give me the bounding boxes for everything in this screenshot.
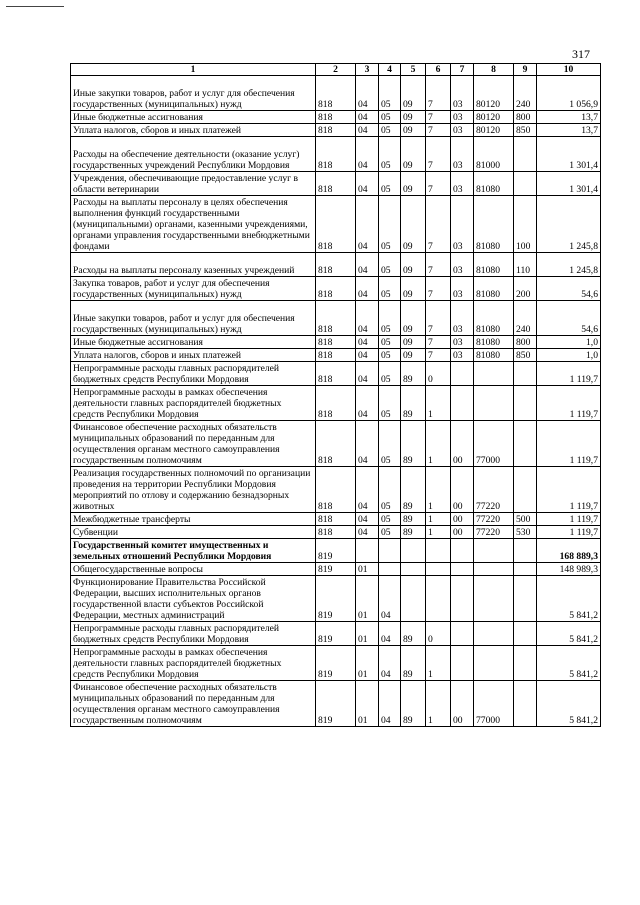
code-cell: 7 bbox=[426, 124, 451, 137]
code-cell bbox=[514, 386, 537, 421]
row-name-cell: Уплата налогов, сборов и иных платежей bbox=[71, 124, 316, 137]
code-cell: 81080 bbox=[474, 277, 514, 301]
code-cell: 818 bbox=[316, 513, 356, 526]
code-cell bbox=[514, 576, 537, 622]
code-cell: 09 bbox=[401, 277, 426, 301]
code-cell: 800 bbox=[514, 111, 537, 124]
code-cell: 05 bbox=[379, 137, 401, 172]
code-cell: 819 bbox=[316, 563, 356, 576]
code-cell: 01 bbox=[356, 563, 379, 576]
amount-cell: 13,7 bbox=[537, 124, 601, 137]
code-cell: 04 bbox=[356, 111, 379, 124]
code-cell: 819 bbox=[316, 622, 356, 646]
code-cell: 818 bbox=[316, 386, 356, 421]
table-row bbox=[71, 622, 601, 646]
code-cell bbox=[379, 539, 401, 563]
code-cell: 77220 bbox=[474, 467, 514, 513]
amount-cell: 5 841,2 bbox=[537, 646, 601, 681]
code-cell: 05 bbox=[379, 124, 401, 137]
code-cell: 05 bbox=[379, 111, 401, 124]
code-cell: 03 bbox=[451, 172, 474, 196]
code-cell: 77220 bbox=[474, 513, 514, 526]
code-cell bbox=[451, 646, 474, 681]
code-cell: 77000 bbox=[474, 421, 514, 467]
table-row bbox=[71, 336, 601, 349]
code-cell: 09 bbox=[401, 349, 426, 362]
code-cell: 500 bbox=[514, 513, 537, 526]
row-name-cell: Субвенции bbox=[71, 526, 316, 539]
amount-cell: 54,6 bbox=[537, 277, 601, 301]
amount-cell: 5 841,2 bbox=[537, 576, 601, 622]
code-cell bbox=[514, 539, 537, 563]
amount-cell: 148 989,3 bbox=[537, 563, 601, 576]
code-cell: 100 bbox=[514, 196, 537, 253]
code-cell: 04 bbox=[379, 622, 401, 646]
amount-cell: 1 119,7 bbox=[537, 513, 601, 526]
code-cell: 81080 bbox=[474, 172, 514, 196]
row-name-cell: Непрограммные расходы главных распорядителей бюджетных средств Республики Мордовия bbox=[71, 362, 316, 386]
row-name-cell: Финансовое обеспечение расходных обязательств муниципальных образований по переданным для осуществления органам местного самоуправления государственным полномочиям bbox=[71, 421, 316, 467]
code-cell: 05 bbox=[379, 421, 401, 467]
code-cell: 0 bbox=[426, 622, 451, 646]
code-cell: 09 bbox=[401, 124, 426, 137]
code-cell: 1 bbox=[426, 467, 451, 513]
code-cell: 00 bbox=[451, 681, 474, 727]
amount-cell: 5 841,2 bbox=[537, 622, 601, 646]
header-cell: 5 bbox=[401, 64, 426, 76]
amount-cell: 54,6 bbox=[537, 301, 601, 336]
table-row bbox=[71, 137, 601, 172]
code-cell: 00 bbox=[451, 467, 474, 513]
code-cell: 818 bbox=[316, 336, 356, 349]
code-cell: 04 bbox=[356, 76, 379, 111]
code-cell bbox=[451, 362, 474, 386]
table-row bbox=[71, 253, 601, 277]
row-name-cell: Иные закупки товаров, работ и услуг для обеспечения государственных (муниципальных) нужд bbox=[71, 301, 316, 336]
code-cell: 04 bbox=[379, 576, 401, 622]
code-cell: 04 bbox=[356, 349, 379, 362]
row-name-cell: Непрограммные расходы главных распорядителей бюджетных средств Республики Мордовия bbox=[71, 622, 316, 646]
amount-cell: 1,0 bbox=[537, 336, 601, 349]
header-cell: 1 bbox=[71, 64, 316, 76]
code-cell: 800 bbox=[514, 336, 537, 349]
code-cell: 80120 bbox=[474, 124, 514, 137]
code-cell: 04 bbox=[356, 467, 379, 513]
table-row bbox=[71, 526, 601, 539]
code-cell: 05 bbox=[379, 76, 401, 111]
code-cell: 81080 bbox=[474, 349, 514, 362]
table-row bbox=[71, 386, 601, 421]
code-cell: 850 bbox=[514, 124, 537, 137]
header-cell: 10 bbox=[537, 64, 601, 76]
row-name-cell: Непрограммные расходы в рамках обеспечения деятельности главных распорядителей бюджетных средств Республики Мордовия bbox=[71, 646, 316, 681]
code-cell: 1 bbox=[426, 421, 451, 467]
code-cell: 89 bbox=[401, 646, 426, 681]
table-row bbox=[71, 111, 601, 124]
code-cell: 04 bbox=[356, 124, 379, 137]
amount-cell: 1 119,7 bbox=[537, 386, 601, 421]
code-cell: 89 bbox=[401, 386, 426, 421]
code-cell bbox=[474, 539, 514, 563]
row-name-cell: Межбюджетные трансферты bbox=[71, 513, 316, 526]
page-number: 317 bbox=[572, 47, 590, 61]
code-cell: 77220 bbox=[474, 526, 514, 539]
code-cell: 04 bbox=[379, 646, 401, 681]
code-cell bbox=[514, 681, 537, 727]
table-row bbox=[71, 539, 601, 563]
code-cell: 1 bbox=[426, 386, 451, 421]
code-cell: 00 bbox=[451, 513, 474, 526]
code-cell: 04 bbox=[356, 421, 379, 467]
code-cell: 04 bbox=[356, 172, 379, 196]
code-cell: 81000 bbox=[474, 137, 514, 172]
code-cell: 818 bbox=[316, 172, 356, 196]
code-cell bbox=[451, 563, 474, 576]
code-cell: 05 bbox=[379, 277, 401, 301]
row-name-cell: Учреждения, обеспечивающие предоставление услуг в области ветеринарии bbox=[71, 172, 316, 196]
amount-cell: 1 245,8 bbox=[537, 196, 601, 253]
row-name-cell: Иные бюджетные ассигнования bbox=[71, 336, 316, 349]
row-name-cell: Реализация государственных полномочий по организации проведения на территории Республики Мордовия мероприятий по отлову и содержанию безнадзорных животных bbox=[71, 467, 316, 513]
code-cell: 89 bbox=[401, 362, 426, 386]
code-cell: 81080 bbox=[474, 336, 514, 349]
amount-cell: 1 119,7 bbox=[537, 526, 601, 539]
code-cell: 04 bbox=[356, 277, 379, 301]
table-row bbox=[71, 563, 601, 576]
table-row bbox=[71, 301, 601, 336]
header-cell: 2 bbox=[316, 64, 356, 76]
header-row bbox=[71, 64, 601, 76]
amount-cell: 1,0 bbox=[537, 349, 601, 362]
row-name-cell: Расходы на выплаты персоналу в целях обеспечения выполнения функций государственными (муниципальными) органами, казенными учреждениями, органами управления государственными внебюджетными фондами bbox=[71, 196, 316, 253]
code-cell bbox=[474, 386, 514, 421]
table-row bbox=[71, 277, 601, 301]
header-cell: 9 bbox=[514, 64, 537, 76]
code-cell: 7 bbox=[426, 172, 451, 196]
header-cell: 7 bbox=[451, 64, 474, 76]
code-cell bbox=[451, 386, 474, 421]
code-cell: 1 bbox=[426, 513, 451, 526]
code-cell: 89 bbox=[401, 622, 426, 646]
code-cell: 04 bbox=[356, 253, 379, 277]
code-cell: 7 bbox=[426, 137, 451, 172]
code-cell: 05 bbox=[379, 349, 401, 362]
code-cell: 110 bbox=[514, 253, 537, 277]
code-cell bbox=[426, 563, 451, 576]
code-cell bbox=[379, 563, 401, 576]
amount-cell: 168 889,3 bbox=[537, 539, 601, 563]
code-cell: 03 bbox=[451, 124, 474, 137]
code-cell bbox=[514, 172, 537, 196]
code-cell: 240 bbox=[514, 301, 537, 336]
code-cell bbox=[514, 137, 537, 172]
amount-cell: 1 245,8 bbox=[537, 253, 601, 277]
header-cell: 8 bbox=[474, 64, 514, 76]
code-cell bbox=[451, 622, 474, 646]
code-cell bbox=[514, 622, 537, 646]
code-cell: 7 bbox=[426, 301, 451, 336]
code-cell: 7 bbox=[426, 349, 451, 362]
code-cell bbox=[474, 563, 514, 576]
code-cell: 04 bbox=[356, 196, 379, 253]
code-cell: 03 bbox=[451, 336, 474, 349]
code-cell bbox=[514, 362, 537, 386]
code-cell: 818 bbox=[316, 196, 356, 253]
code-cell: 81080 bbox=[474, 196, 514, 253]
code-cell: 818 bbox=[316, 76, 356, 111]
code-cell: 819 bbox=[316, 681, 356, 727]
code-cell: 09 bbox=[401, 111, 426, 124]
code-cell: 819 bbox=[316, 576, 356, 622]
code-cell: 7 bbox=[426, 76, 451, 111]
code-cell: 05 bbox=[379, 253, 401, 277]
code-cell: 05 bbox=[379, 336, 401, 349]
code-cell: 03 bbox=[451, 277, 474, 301]
code-cell: 05 bbox=[379, 386, 401, 421]
code-cell: 0 bbox=[426, 362, 451, 386]
code-cell: 03 bbox=[451, 76, 474, 111]
row-name-cell: Финансовое обеспечение расходных обязательств муниципальных образований по переданным для осуществления органам местного самоуправления государственным полномочиям bbox=[71, 681, 316, 727]
code-cell: 03 bbox=[451, 253, 474, 277]
code-cell: 04 bbox=[356, 362, 379, 386]
table-row bbox=[71, 349, 601, 362]
code-cell: 05 bbox=[379, 467, 401, 513]
code-cell: 818 bbox=[316, 362, 356, 386]
code-cell bbox=[514, 646, 537, 681]
code-cell: 04 bbox=[356, 336, 379, 349]
row-name-cell: Уплата налогов, сборов и иных платежей bbox=[71, 349, 316, 362]
code-cell: 819 bbox=[316, 539, 356, 563]
code-cell: 09 bbox=[401, 336, 426, 349]
code-cell: 818 bbox=[316, 111, 356, 124]
code-cell: 7 bbox=[426, 336, 451, 349]
table-row bbox=[71, 362, 601, 386]
code-cell: 89 bbox=[401, 421, 426, 467]
code-cell: 7 bbox=[426, 277, 451, 301]
header-cell: 4 bbox=[379, 64, 401, 76]
code-cell: 7 bbox=[426, 196, 451, 253]
code-cell: 09 bbox=[401, 76, 426, 111]
code-cell: 1 bbox=[426, 646, 451, 681]
code-cell bbox=[451, 539, 474, 563]
row-name-cell: Непрограммные расходы в рамках обеспечения деятельности главных распорядителей бюджетных средств Республики Мордовия bbox=[71, 386, 316, 421]
code-cell: 03 bbox=[451, 196, 474, 253]
code-cell: 09 bbox=[401, 301, 426, 336]
code-cell: 05 bbox=[379, 196, 401, 253]
row-name-cell: Закупка товаров, работ и услуг для обеспечения государственных (муниципальных) нужд bbox=[71, 277, 316, 301]
code-cell: 01 bbox=[356, 681, 379, 727]
code-cell bbox=[401, 539, 426, 563]
code-cell: 89 bbox=[401, 681, 426, 727]
code-cell: 01 bbox=[356, 622, 379, 646]
row-name-cell: Иные бюджетные ассигнования bbox=[71, 111, 316, 124]
header-cell: 6 bbox=[426, 64, 451, 76]
header-rule bbox=[6, 6, 64, 7]
row-name-cell: Функционирование Правительства Российской Федерации, высших исполнительных органов государственной власти субъектов Российской Федерации, местных администраций bbox=[71, 576, 316, 622]
code-cell bbox=[426, 539, 451, 563]
code-cell: 04 bbox=[379, 681, 401, 727]
code-cell: 818 bbox=[316, 137, 356, 172]
code-cell: 05 bbox=[379, 362, 401, 386]
table-row bbox=[71, 513, 601, 526]
code-cell: 89 bbox=[401, 467, 426, 513]
code-cell: 81080 bbox=[474, 301, 514, 336]
code-cell: 818 bbox=[316, 277, 356, 301]
header-cell: 3 bbox=[356, 64, 379, 76]
code-cell: 77000 bbox=[474, 681, 514, 727]
code-cell bbox=[401, 563, 426, 576]
amount-cell: 1 056,9 bbox=[537, 76, 601, 111]
amount-cell: 13,7 bbox=[537, 111, 601, 124]
code-cell: 04 bbox=[356, 386, 379, 421]
code-cell: 04 bbox=[356, 301, 379, 336]
code-cell: 05 bbox=[379, 526, 401, 539]
table-row bbox=[71, 196, 601, 253]
code-cell: 09 bbox=[401, 172, 426, 196]
code-cell: 818 bbox=[316, 349, 356, 362]
code-cell: 240 bbox=[514, 76, 537, 111]
code-cell bbox=[474, 622, 514, 646]
code-cell: 03 bbox=[451, 111, 474, 124]
code-cell: 819 bbox=[316, 646, 356, 681]
code-cell bbox=[451, 576, 474, 622]
code-cell: 01 bbox=[356, 646, 379, 681]
code-cell: 09 bbox=[401, 253, 426, 277]
row-name-cell: Общегосударственные вопросы bbox=[71, 563, 316, 576]
code-cell: 00 bbox=[451, 421, 474, 467]
code-cell: 818 bbox=[316, 421, 356, 467]
row-name-cell: Расходы на обеспечение деятельности (оказание услуг) государственных учреждений Республики Мордовия bbox=[71, 137, 316, 172]
code-cell: 03 bbox=[451, 349, 474, 362]
code-cell: 09 bbox=[401, 196, 426, 253]
amount-cell: 1 119,7 bbox=[537, 362, 601, 386]
table-row bbox=[71, 646, 601, 681]
code-cell: 80120 bbox=[474, 76, 514, 111]
code-cell: 818 bbox=[316, 526, 356, 539]
amount-cell: 1 301,4 bbox=[537, 172, 601, 196]
table-row bbox=[71, 76, 601, 111]
amount-cell: 1 119,7 bbox=[537, 421, 601, 467]
code-cell: 00 bbox=[451, 526, 474, 539]
code-cell bbox=[514, 467, 537, 513]
code-cell: 1 bbox=[426, 526, 451, 539]
code-cell: 09 bbox=[401, 137, 426, 172]
code-cell bbox=[514, 421, 537, 467]
code-cell: 1 bbox=[426, 681, 451, 727]
code-cell: 89 bbox=[401, 513, 426, 526]
code-cell: 818 bbox=[316, 253, 356, 277]
row-name-cell: Иные закупки товаров, работ и услуг для обеспечения государственных (муниципальных) нужд bbox=[71, 76, 316, 111]
code-cell: 81080 bbox=[474, 253, 514, 277]
code-cell: 850 bbox=[514, 349, 537, 362]
code-cell bbox=[474, 362, 514, 386]
amount-cell: 5 841,2 bbox=[537, 681, 601, 727]
code-cell: 03 bbox=[451, 137, 474, 172]
code-cell: 818 bbox=[316, 301, 356, 336]
code-cell bbox=[401, 576, 426, 622]
code-cell: 04 bbox=[356, 137, 379, 172]
table-row bbox=[71, 467, 601, 513]
code-cell bbox=[426, 576, 451, 622]
amount-cell: 1 119,7 bbox=[537, 467, 601, 513]
code-cell: 05 bbox=[379, 513, 401, 526]
table-row bbox=[71, 576, 601, 622]
code-cell bbox=[474, 646, 514, 681]
code-cell: 80120 bbox=[474, 111, 514, 124]
code-cell: 05 bbox=[379, 301, 401, 336]
row-name-cell: Расходы на выплаты персоналу казенных учреждений bbox=[71, 253, 316, 277]
amount-cell: 1 301,4 bbox=[537, 137, 601, 172]
code-cell: 01 bbox=[356, 576, 379, 622]
code-cell: 7 bbox=[426, 111, 451, 124]
table-row bbox=[71, 124, 601, 137]
budget-table bbox=[70, 63, 601, 727]
table-row bbox=[71, 172, 601, 196]
code-cell: 04 bbox=[356, 526, 379, 539]
code-cell: 89 bbox=[401, 526, 426, 539]
row-name-cell: Государственный комитет имущественных и земельных отношений Республики Мордовия bbox=[71, 539, 316, 563]
code-cell: 05 bbox=[379, 172, 401, 196]
code-cell: 200 bbox=[514, 277, 537, 301]
table-row bbox=[71, 421, 601, 467]
table-row bbox=[71, 681, 601, 727]
code-cell: 04 bbox=[356, 513, 379, 526]
code-cell bbox=[356, 539, 379, 563]
code-cell bbox=[514, 563, 537, 576]
code-cell: 818 bbox=[316, 467, 356, 513]
code-cell: 818 bbox=[316, 124, 356, 137]
code-cell: 03 bbox=[451, 301, 474, 336]
code-cell bbox=[474, 576, 514, 622]
code-cell: 530 bbox=[514, 526, 537, 539]
code-cell: 7 bbox=[426, 253, 451, 277]
